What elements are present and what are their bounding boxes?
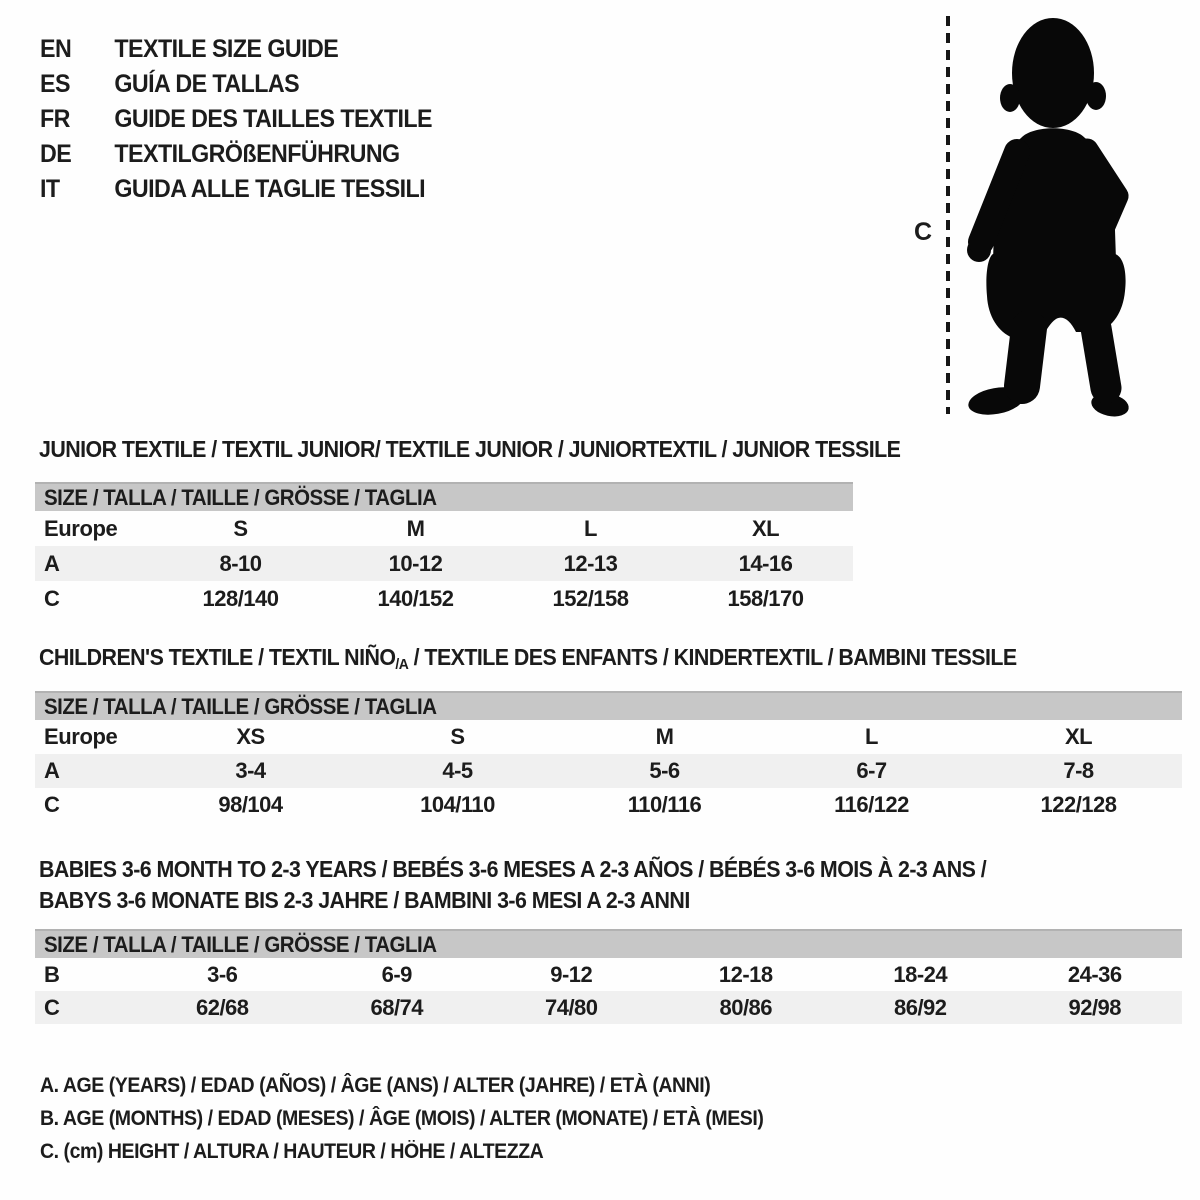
row-label: C xyxy=(44,585,60,611)
language-code: EN xyxy=(40,35,72,63)
size-header-label: SIZE / TALLA / TAILLE / GRÖSSE / TAGLIA xyxy=(44,693,437,719)
legend-text: A. AGE (YEARS) / EDAD (AÑOS) / ÂGE (ANS) / ALTER (JAHRE) / ETÀ (ANNI) xyxy=(40,1073,711,1097)
table-cell: 5-6 xyxy=(649,758,680,783)
table-cell: XS xyxy=(236,724,265,749)
row-label: C xyxy=(44,792,60,817)
row-label: C xyxy=(44,994,60,1020)
table-cell: 9-12 xyxy=(550,961,593,987)
size-header-bar xyxy=(35,691,1182,720)
table-cell: S xyxy=(450,724,465,749)
children-title-main: CHILDREN'S TEXTILE / TEXTIL NIÑO xyxy=(39,644,396,670)
table-cell: 3-4 xyxy=(235,758,266,783)
table-cell: 8-10 xyxy=(219,550,262,576)
table-row xyxy=(35,720,1182,754)
table-row xyxy=(35,788,1182,822)
table-cell: L xyxy=(584,515,597,541)
height-measure-dashed-line xyxy=(946,16,950,414)
language-row-de xyxy=(40,137,432,172)
table-cell: 104/110 xyxy=(420,792,495,817)
language-row-fr xyxy=(40,102,432,137)
table-cell: 14-16 xyxy=(738,550,793,576)
table-cell: 62/68 xyxy=(195,994,249,1020)
junior-size-table xyxy=(35,482,853,616)
guide-title: GUIDE DES TAILLES TEXTILE xyxy=(114,105,433,133)
language-code: FR xyxy=(40,105,70,133)
guide-title: TEXTILGRÖßENFÜHRUNG xyxy=(114,140,400,168)
language-row-it xyxy=(40,172,432,207)
table-cell: 158/170 xyxy=(727,585,804,611)
measurement-legend xyxy=(40,1069,818,1168)
table-cell: L xyxy=(865,724,878,749)
table-cell: 140/152 xyxy=(377,585,454,611)
table-cell: 4-5 xyxy=(442,758,473,783)
table-row xyxy=(35,581,853,616)
legend-line-c xyxy=(40,1135,818,1168)
guide-title: TEXTILE SIZE GUIDE xyxy=(114,35,339,63)
height-measure-label: C xyxy=(914,218,933,246)
size-header-label: SIZE / TALLA / TAILLE / GRÖSSE / TAGLIA xyxy=(44,931,437,957)
language-row-es xyxy=(40,67,432,102)
table-row xyxy=(35,754,1182,788)
guide-title: GUÍA DE TALLAS xyxy=(114,70,300,98)
guide-title: GUIDA ALLE TAGLIE TESSILI xyxy=(114,175,426,203)
table-cell: 18-24 xyxy=(893,961,948,987)
table-cell: M xyxy=(406,515,425,541)
table-cell: 6-7 xyxy=(856,758,887,783)
table-cell: 6-9 xyxy=(381,961,412,987)
toddler-silhouette-icon xyxy=(963,10,1143,420)
table-cell: 92/98 xyxy=(1068,994,1122,1020)
table-cell: XL xyxy=(751,515,780,541)
table-row xyxy=(35,546,853,581)
table-cell: XL xyxy=(1064,724,1093,749)
table-cell: 7-8 xyxy=(1063,758,1094,783)
language-code: DE xyxy=(40,140,72,168)
children-size-table xyxy=(35,691,1182,822)
table-cell: 116/122 xyxy=(834,792,909,817)
babies-title-line2: BABYS 3-6 MONATE BIS 2-3 JAHRE / BAMBINI 3-6 MESI A 2-3 ANNI xyxy=(39,887,690,913)
row-label: Europe xyxy=(44,515,118,541)
row-label: A xyxy=(44,758,60,783)
row-label: A xyxy=(44,550,60,576)
table-cell: 3-6 xyxy=(207,961,238,987)
table-cell: 86/92 xyxy=(893,994,947,1020)
language-title-block xyxy=(40,32,432,207)
table-cell: 12-13 xyxy=(563,550,618,576)
table-cell: S xyxy=(233,515,248,541)
language-code: ES xyxy=(40,70,70,98)
size-header-label: SIZE / TALLA / TAILLE / GRÖSSE / TAGLIA xyxy=(44,484,437,510)
table-cell: 68/74 xyxy=(370,994,424,1020)
language-row-en xyxy=(40,32,432,67)
legend-line-a xyxy=(40,1069,818,1102)
legend-text: B. AGE (MONTHS) / EDAD (MESES) / ÂGE (MOIS) / ALTER (MONATE) / ETÀ (MESI) xyxy=(40,1106,764,1130)
table-cell: 12-18 xyxy=(718,961,773,987)
table-cell: 110/116 xyxy=(627,792,702,817)
children-title-subscript: /A xyxy=(395,656,409,673)
size-header-bar xyxy=(35,929,1182,958)
table-cell: 10-12 xyxy=(388,550,443,576)
table-cell: 24-36 xyxy=(1067,961,1122,987)
children-section-title xyxy=(39,644,1017,673)
table-cell: 98/104 xyxy=(218,792,283,817)
table-cell: 80/86 xyxy=(719,994,773,1020)
row-label: B xyxy=(44,961,60,987)
table-cell: M xyxy=(655,724,674,749)
language-code: IT xyxy=(40,175,60,203)
table-cell: 152/158 xyxy=(552,585,629,611)
size-header-bar xyxy=(35,482,853,511)
table-cell: 74/80 xyxy=(544,994,598,1020)
babies-section-title xyxy=(39,854,986,916)
table-cell: 128/140 xyxy=(202,585,279,611)
table-row xyxy=(35,511,853,546)
legend-line-b xyxy=(40,1102,818,1135)
table-row xyxy=(35,991,1182,1024)
row-label: Europe xyxy=(44,724,118,749)
table-cell: 122/128 xyxy=(1040,792,1117,817)
babies-title-line1: BABIES 3-6 MONTH TO 2-3 YEARS / BEBÉS 3-6 MESES A 2-3 AÑOS / BÉBÉS 3-6 MOIS À 2-3 ANS / xyxy=(39,856,987,882)
table-row xyxy=(35,958,1182,991)
legend-text: C. (cm) HEIGHT / ALTURA / HAUTEUR / HÖHE / ALTEZZA xyxy=(40,1139,544,1163)
children-title-rest: / TEXTILE DES ENFANTS / KINDERTEXTIL / BAMBINI TESSILE xyxy=(408,644,1017,670)
babies-size-table xyxy=(35,929,1182,1024)
junior-section-title: JUNIOR TEXTILE / TEXTIL JUNIOR/ TEXTILE JUNIOR / JUNIORTEXTIL / JUNIOR TESSILE xyxy=(39,436,901,462)
